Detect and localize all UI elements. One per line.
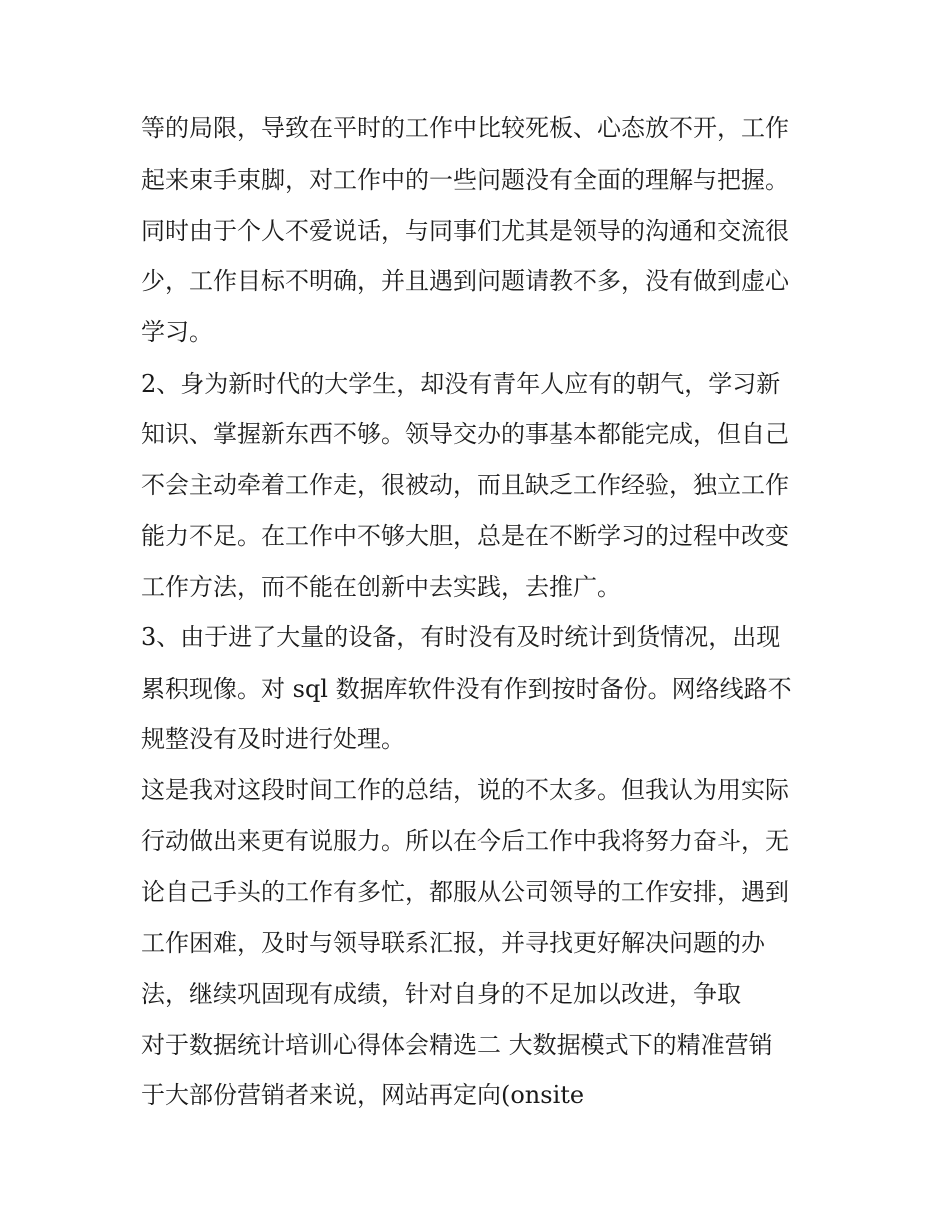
- text-line: 行动做出来更有说服力。所以在今后工作中我将努力奋斗，无: [141, 827, 789, 855]
- text-line: 同时由于个人不爱说话，与同事们尤其是领导的沟通和交流很: [141, 217, 789, 245]
- text-line: 不会主动牵着工作走，很被动，而且缺乏工作经验，独立工作: [141, 471, 789, 499]
- text-line: 起来束手束脚，对工作中的一些问题没有全面的理解与把握。: [141, 166, 789, 194]
- text-line: 于大部份营销者来说，网站再定向(onsite: [141, 1081, 585, 1109]
- text-line: 对于数据统计培训心得体会精选二 大数据模式下的精准营销: [141, 1031, 773, 1059]
- text-line: 知识、掌握新东西不够。领导交办的事基本都能完成，但自己: [141, 420, 789, 448]
- text-line: 论自己手头的工作有多忙，都服从公司领导的工作安排，遇到: [141, 878, 789, 906]
- text-line: 3、由于进了大量的设备，有时没有及时统计到货情况，出现: [141, 623, 781, 651]
- text-line: 规整没有及时进行处理。: [141, 725, 405, 753]
- text-line: 2、身为新时代的大学生，却没有青年人应有的朝气，学习新: [141, 370, 781, 398]
- text-line: 工作困难，及时与领导联系汇报，并寻找更好解决问题的办: [141, 929, 765, 957]
- text-line: 少，工作目标不明确，并且遇到问题请教不多，没有做到虚心: [141, 267, 789, 295]
- text-line: 累积现像。对 sql 数据库软件没有作到按时备份。网络线路不: [141, 675, 792, 703]
- text-line: 工作方法，而不能在创新中去实践，去推广。: [141, 573, 621, 601]
- text-line: 这是我对这段时间工作的总结，说的不太多。但我认为用实际: [141, 776, 789, 804]
- text-line: 法，继续巩固现有成绩，针对自身的不足加以改进，争取: [141, 980, 741, 1008]
- text-line: 等的局限，导致在平时的工作中比较死板、心态放不开，工作: [141, 114, 789, 142]
- text-line: 能力不足。在工作中不够大胆，总是在不断学习的过程中改变: [141, 522, 789, 550]
- text-line: 学习。: [141, 318, 213, 346]
